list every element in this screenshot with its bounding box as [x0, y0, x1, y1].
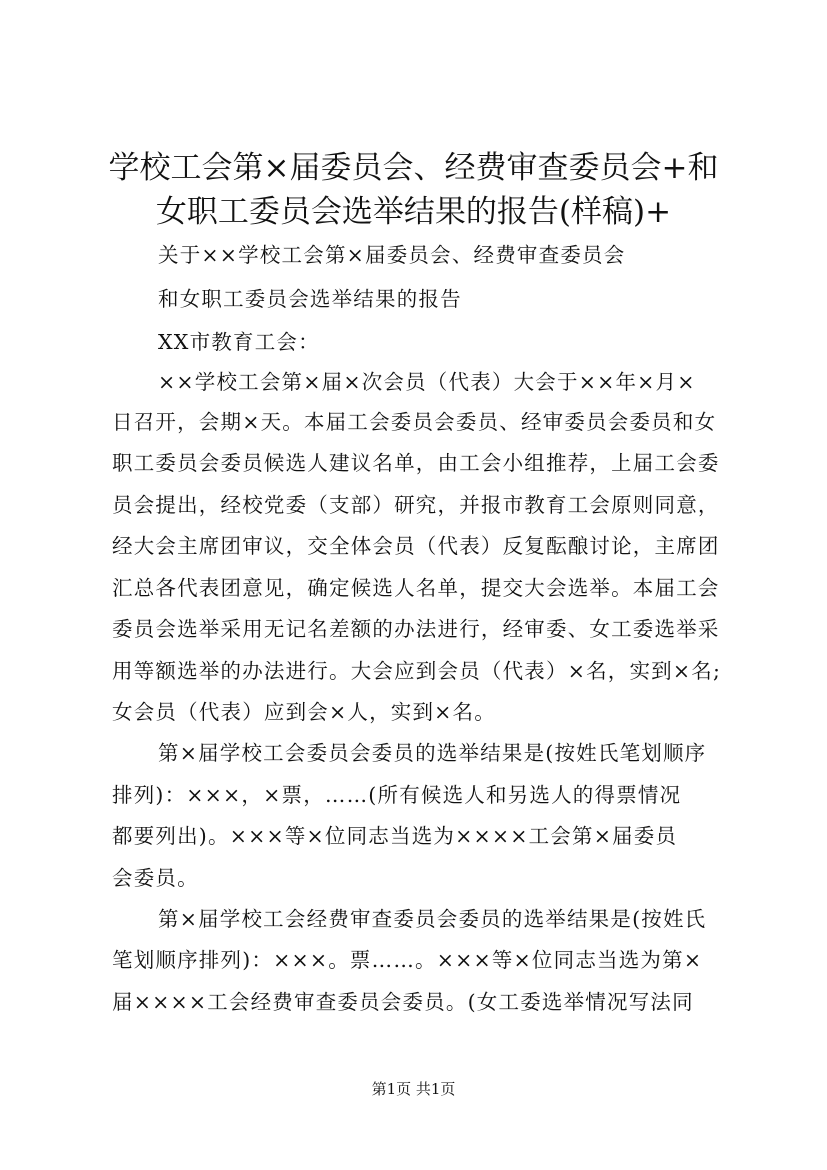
paragraph-1-line: 员会提出，经校党委（支部）研究，并报市教育工会原则同意， [112, 493, 720, 517]
title-line-2: 女职工委员会选举结果的报告(样稿)+ [155, 194, 672, 230]
paragraph-3-line: 届××××工会经费审查委员会委员。(女工委选举情况写法同 [112, 990, 694, 1014]
paragraph-1-line: 职工委员会委员候选人建议名单，由工会小组推荐，上届工会委 [112, 451, 720, 475]
paragraph-1-line: 汇总各代表团意见，确定候选人名单，提交大会选举。本届工会 [112, 576, 720, 600]
paragraph-2-line: 都要列出)。×××等×位同志当选为××××工会第×届委员 [112, 824, 678, 848]
addressee: XX市教育工会： [158, 330, 320, 354]
paragraph-3-line: 第×届学校工会经费审查委员会委员的选举结果是(按姓氏 [158, 907, 707, 931]
paragraph-3-line: 笔划顺序排列)：×××。票……。×××等×位同志当选为第× [112, 948, 703, 972]
page-number: 第1页 共1页 [371, 1080, 456, 1098]
paragraph-2-line: 会委员。 [112, 866, 199, 890]
subtitle-line-2: 和女职工委员会选举结果的报告 [158, 287, 462, 311]
paragraph-1-line: 用等额选举的办法进行。大会应到会员（代表）×名，实到×名; [112, 659, 722, 683]
paragraph-1-line: 委员会选举采用无记名差额的办法进行，经审委、女工委选举采 [112, 617, 720, 641]
paragraph-1-line: 女会员（代表）应到会×人，实到×名。 [112, 700, 496, 724]
paragraph-1-line: ××学校工会第×届×次会员（代表）大会于××年×月× [158, 370, 696, 394]
subtitle-line-1: 关于××学校工会第×届委员会、经费审查委员会 [158, 243, 626, 267]
paragraph-1-line: 经大会主席团审议，交全体会员（代表）反复酝酿讨论，主席团 [112, 534, 720, 558]
paragraph-2-line: 排列)：×××，×票，……(所有候选人和另选人的得票情况 [112, 783, 682, 807]
title-line-1: 学校工会第×届委员会、经费审查委员会+和 [108, 150, 719, 186]
paragraph-2-line: 第×届学校工会委员会委员的选举结果是(按姓氏笔划顺序 [158, 741, 707, 765]
paragraph-1-line: 日召开，会期×天。本届工会委员会委员、经审委员会委员和女 [112, 410, 717, 434]
document-title [100, 146, 727, 234]
